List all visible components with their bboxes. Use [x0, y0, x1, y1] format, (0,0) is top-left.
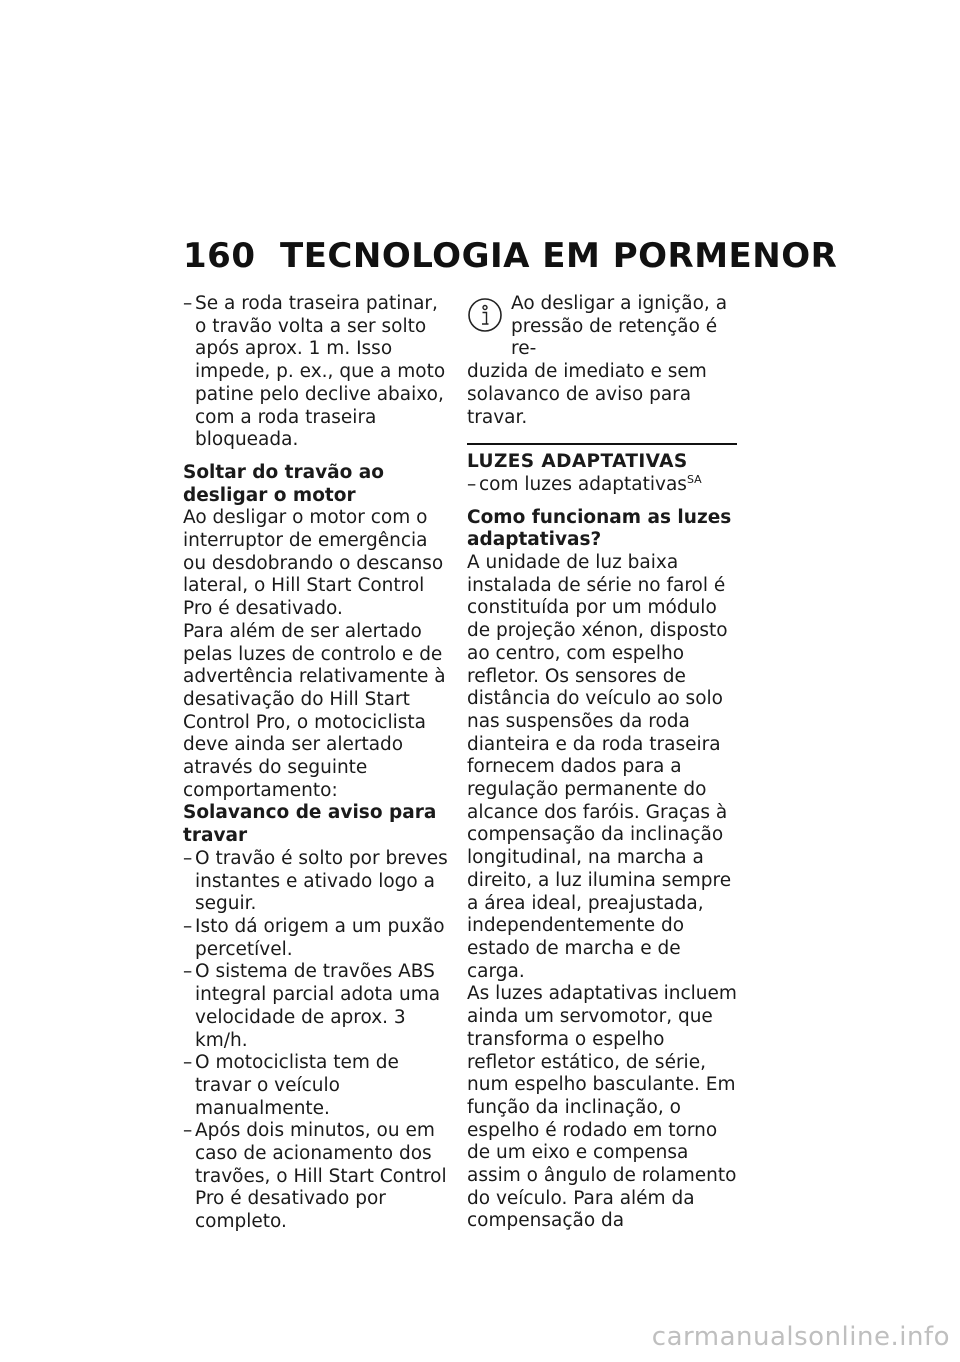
section-heading: Como funcionam as luzes adaptativas?	[467, 506, 732, 551]
list-item	[183, 848, 448, 916]
note-text: duzida de imediato e sem solavanco de aviso para travar.	[467, 361, 707, 428]
info-icon	[467, 297, 503, 333]
option-badge: SA	[686, 472, 702, 486]
list-item-text: O travão é solto por breves instantes e ativado logo a seguir.	[195, 847, 448, 915]
list-item	[183, 1120, 448, 1234]
note-line: Ao desligar a ignição, a	[511, 293, 728, 314]
dash-icon: –	[183, 961, 193, 983]
page-number: 160	[183, 236, 256, 276]
dash-icon: –	[183, 1052, 193, 1074]
list-item-text: Isto dá origem a um puxão percetível.	[195, 915, 445, 960]
section-heading: Solavanco de aviso para travar	[183, 802, 437, 847]
paragraph: A unidade de luz baixa instalada de série no farol é constituída por um módulo de projeção xénon, disposto ao centro, com espelho refletor. Os sensores de distância do veículo ao solo nas suspensões da roda dianteira e da roda traseira fornecem dados para a regulação permanente do alcance dos faróis. Graças à compensação da inclinação longitudinal, na marcha a direito, a luz ilumina sempre a área ideal, preajustada, independentemente do estado de marcha e de carga.	[467, 552, 732, 982]
chapter-title: TECNOLOGIA EM PORMENOR	[280, 236, 838, 276]
section-divider	[467, 443, 737, 445]
dash-icon: –	[467, 473, 477, 495]
list-item-text: O sistema de travões ABS integral parcial adota uma velocidade de aprox. 3 km/h.	[195, 961, 441, 1051]
dash-icon: –	[183, 293, 193, 314]
dash-icon: –	[183, 1120, 193, 1142]
section-title: LUZES ADAPTATIVAS	[467, 451, 688, 473]
list-item	[183, 293, 448, 452]
right-column	[467, 293, 737, 1233]
list-item	[183, 1052, 448, 1120]
list-item-text: Se a roda traseira patinar, o travão volta a ser solto após aprox. 1 m. Isso impede, p. ex., que a moto patine pelo declive abaixo, com a roda traseira bloqueada.	[195, 293, 446, 451]
paragraph: As luzes adaptativas incluem ainda um servomotor, que transforma o espelho refletor estático, de série, num espelho basculante. Em função da inclinação, o espelho é rodado em torno de um eixo e compensa assim o ângulo de rolamento do veículo. Para além da compensação da	[467, 983, 737, 1232]
option-text: com luzes adaptativas	[479, 473, 687, 495]
option-text-line	[479, 474, 737, 497]
note-line: pressão de retenção é re-	[511, 315, 718, 360]
section-heading: Soltar do travão ao desligar o motor	[183, 461, 384, 506]
paragraph: Ao desligar o motor com o interruptor de emergência ou desdobrando o descanso lateral, o Hill Start Control Pro é desativado.	[183, 507, 444, 620]
left-column	[183, 293, 448, 1234]
list-item-text: Após dois minutos, ou em caso de acionamento dos travões, o Hill Start Control Pro é desativado por completo.	[195, 1120, 447, 1233]
option-item	[467, 474, 737, 497]
dash-icon: –	[183, 847, 193, 869]
list-item	[183, 916, 448, 961]
dash-icon: –	[183, 915, 193, 937]
list-item	[183, 961, 448, 1052]
info-note	[467, 293, 737, 429]
list-item-text: O motociclista tem de travar o veículo manualmente.	[195, 1052, 399, 1119]
page-header	[183, 236, 837, 284]
watermark: carmanualsonline.info	[651, 1322, 950, 1352]
paragraph: Para além de ser alertado pelas luzes de controlo e de advertência relativamente à desativação do Hill Start Control Pro, o motociclista deve ainda ser alertado através do seguinte comportamento:	[183, 620, 446, 801]
